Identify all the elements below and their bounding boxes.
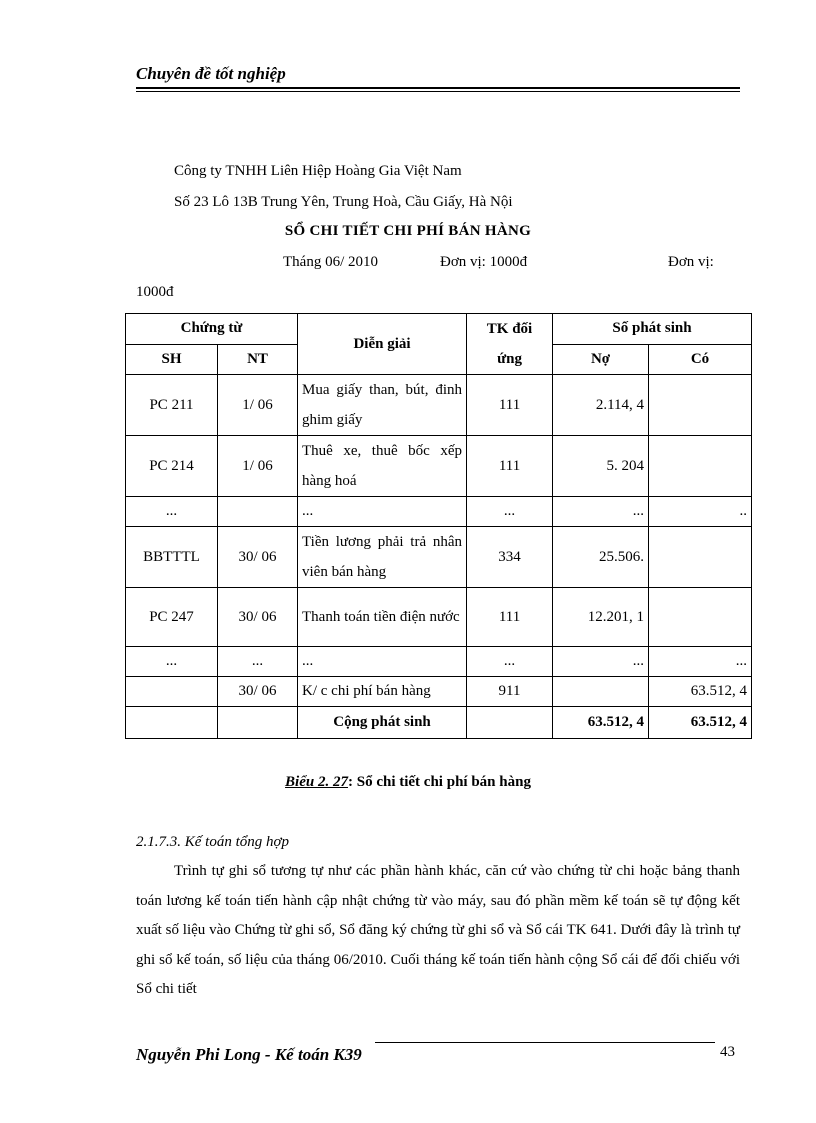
cell-sh: BBTTTL — [126, 527, 218, 588]
cell-credit: ... — [649, 647, 752, 677]
company-address: Số 23 Lô 13B Trung Yên, Trung Hoà, Cầu Giấy, Hà Nội — [174, 194, 513, 210]
cell-sh: ... — [126, 497, 218, 527]
cell-empty — [126, 707, 218, 739]
table-caption — [0, 774, 816, 791]
table-row — [126, 436, 752, 497]
cell-empty — [218, 707, 298, 739]
cell-acc: ... — [467, 497, 553, 527]
table-row — [126, 647, 752, 677]
table-row — [126, 527, 752, 588]
caption-text: : Sổ chi tiết chi phí bán hàng — [347, 774, 531, 790]
header-nt: NT — [218, 344, 298, 375]
total-credit: 63.512, 4 — [649, 707, 752, 739]
cell-desc: K/ c chi phí bán hàng — [298, 677, 467, 707]
cell-credit — [649, 436, 752, 497]
total-row — [126, 707, 752, 739]
cell-debit: 12.201, 1 — [553, 588, 649, 647]
header-account-line1: TK đối — [486, 321, 533, 337]
cell-desc: Thuê xe, thuê bốc xếp hàng hoá — [298, 436, 467, 497]
header-amount: Số phát sinh — [553, 314, 752, 345]
cell-sh: PC 211 — [126, 375, 218, 436]
cell-nt: 30/ 06 — [218, 588, 298, 647]
ledger-period: Tháng 06/ 2010 — [283, 254, 378, 270]
company-name: Công ty TNHH Liên Hiệp Hoàng Gia Việt Nam — [174, 163, 462, 179]
ledger-table — [125, 313, 752, 739]
cell-desc: Thanh toán tiền điện nước — [298, 588, 467, 647]
cell-desc: ... — [298, 497, 467, 527]
cell-nt: 30/ 06 — [218, 527, 298, 588]
cell-desc: Tiền lương phải trả nhân viên bán hàng — [298, 527, 467, 588]
cell-acc: 111 — [467, 588, 553, 647]
footer-author: Nguyễn Phi Long - Kế toán K39 — [136, 1045, 362, 1064]
cell-credit: .. — [649, 497, 752, 527]
header-rule-thin — [136, 91, 740, 92]
total-label: Cộng phát sinh — [298, 707, 467, 739]
cell-desc: ... — [298, 647, 467, 677]
cell-credit — [649, 375, 752, 436]
cell-desc: Mua giấy than, bút, đinh ghim giấy — [298, 375, 467, 436]
header-description: Diễn giải — [298, 314, 467, 375]
header-sh: SH — [126, 344, 218, 375]
cell-nt: 1/ 06 — [218, 436, 298, 497]
running-header-title: Chuyên đề tốt nghiệp — [136, 64, 286, 83]
cell-nt: 1/ 06 — [218, 375, 298, 436]
section-heading: 2.1.7.3. Kế toán tổng hợp — [136, 834, 290, 850]
total-debit: 63.512, 4 — [553, 707, 649, 739]
header-voucher: Chứng từ — [126, 314, 298, 345]
unit-label-3: 1000đ — [136, 284, 174, 300]
cell-acc: 911 — [467, 677, 553, 707]
cell-sh: PC 214 — [126, 436, 218, 497]
cell-debit — [553, 677, 649, 707]
cell-acc: 111 — [467, 436, 553, 497]
header-debit: Nợ — [553, 344, 649, 375]
table-row — [126, 677, 752, 707]
caption-label: Biểu 2. 27 — [285, 774, 348, 790]
cell-nt: 30/ 06 — [218, 677, 298, 707]
cell-acc: 334 — [467, 527, 553, 588]
cell-debit: 5. 204 — [553, 436, 649, 497]
ledger-title: SỔ CHI TIẾT CHI PHÍ BÁN HÀNG — [284, 223, 532, 239]
cell-nt — [218, 497, 298, 527]
cell-sh — [126, 677, 218, 707]
cell-debit: 2.114, 4 — [553, 375, 649, 436]
footer-rule — [375, 1042, 715, 1043]
cell-acc: ... — [467, 647, 553, 677]
page-number: 43 — [720, 1044, 735, 1060]
table-row — [126, 588, 752, 647]
cell-acc: 111 — [467, 375, 553, 436]
unit-label: Đơn vị: 1000đ — [440, 254, 528, 270]
section-paragraph: Trình tự ghi sổ tương tự như các phần hành khác, căn cứ vào chứng từ chi hoặc bảng thanh toán lương kế toán tiến hành cập nhật chứng từ vào máy, sau đó phần mềm kế toán sẽ tự động kết xuất số liệu vào Chứng từ ghi sổ, Sổ đăng ký chứng từ ghi sổ và Sổ cái TK 641. Dưới đây là trình tự ghi sổ kế toán, số liệu của tháng 06/2010. Cuối tháng kế toán tiến hành cộng Sổ cái để đối chiếu với Sổ chi tiết — [136, 863, 740, 997]
cell-credit — [649, 527, 752, 588]
cell-credit — [649, 588, 752, 647]
cell-nt: ... — [218, 647, 298, 677]
header-account — [467, 314, 553, 375]
cell-credit: 63.512, 4 — [649, 677, 752, 707]
table-row — [126, 497, 752, 527]
table-row — [126, 375, 752, 436]
cell-sh: ... — [126, 647, 218, 677]
unit-label-2: Đơn vị: — [668, 254, 714, 270]
cell-sh: PC 247 — [126, 588, 218, 647]
header-rule-thick — [136, 87, 740, 89]
header-account-line2: ứng — [497, 351, 522, 367]
cell-debit: ... — [553, 497, 649, 527]
header-credit: Có — [649, 344, 752, 375]
cell-debit: 25.506. — [553, 527, 649, 588]
cell-debit: ... — [553, 647, 649, 677]
cell-empty — [467, 707, 553, 739]
